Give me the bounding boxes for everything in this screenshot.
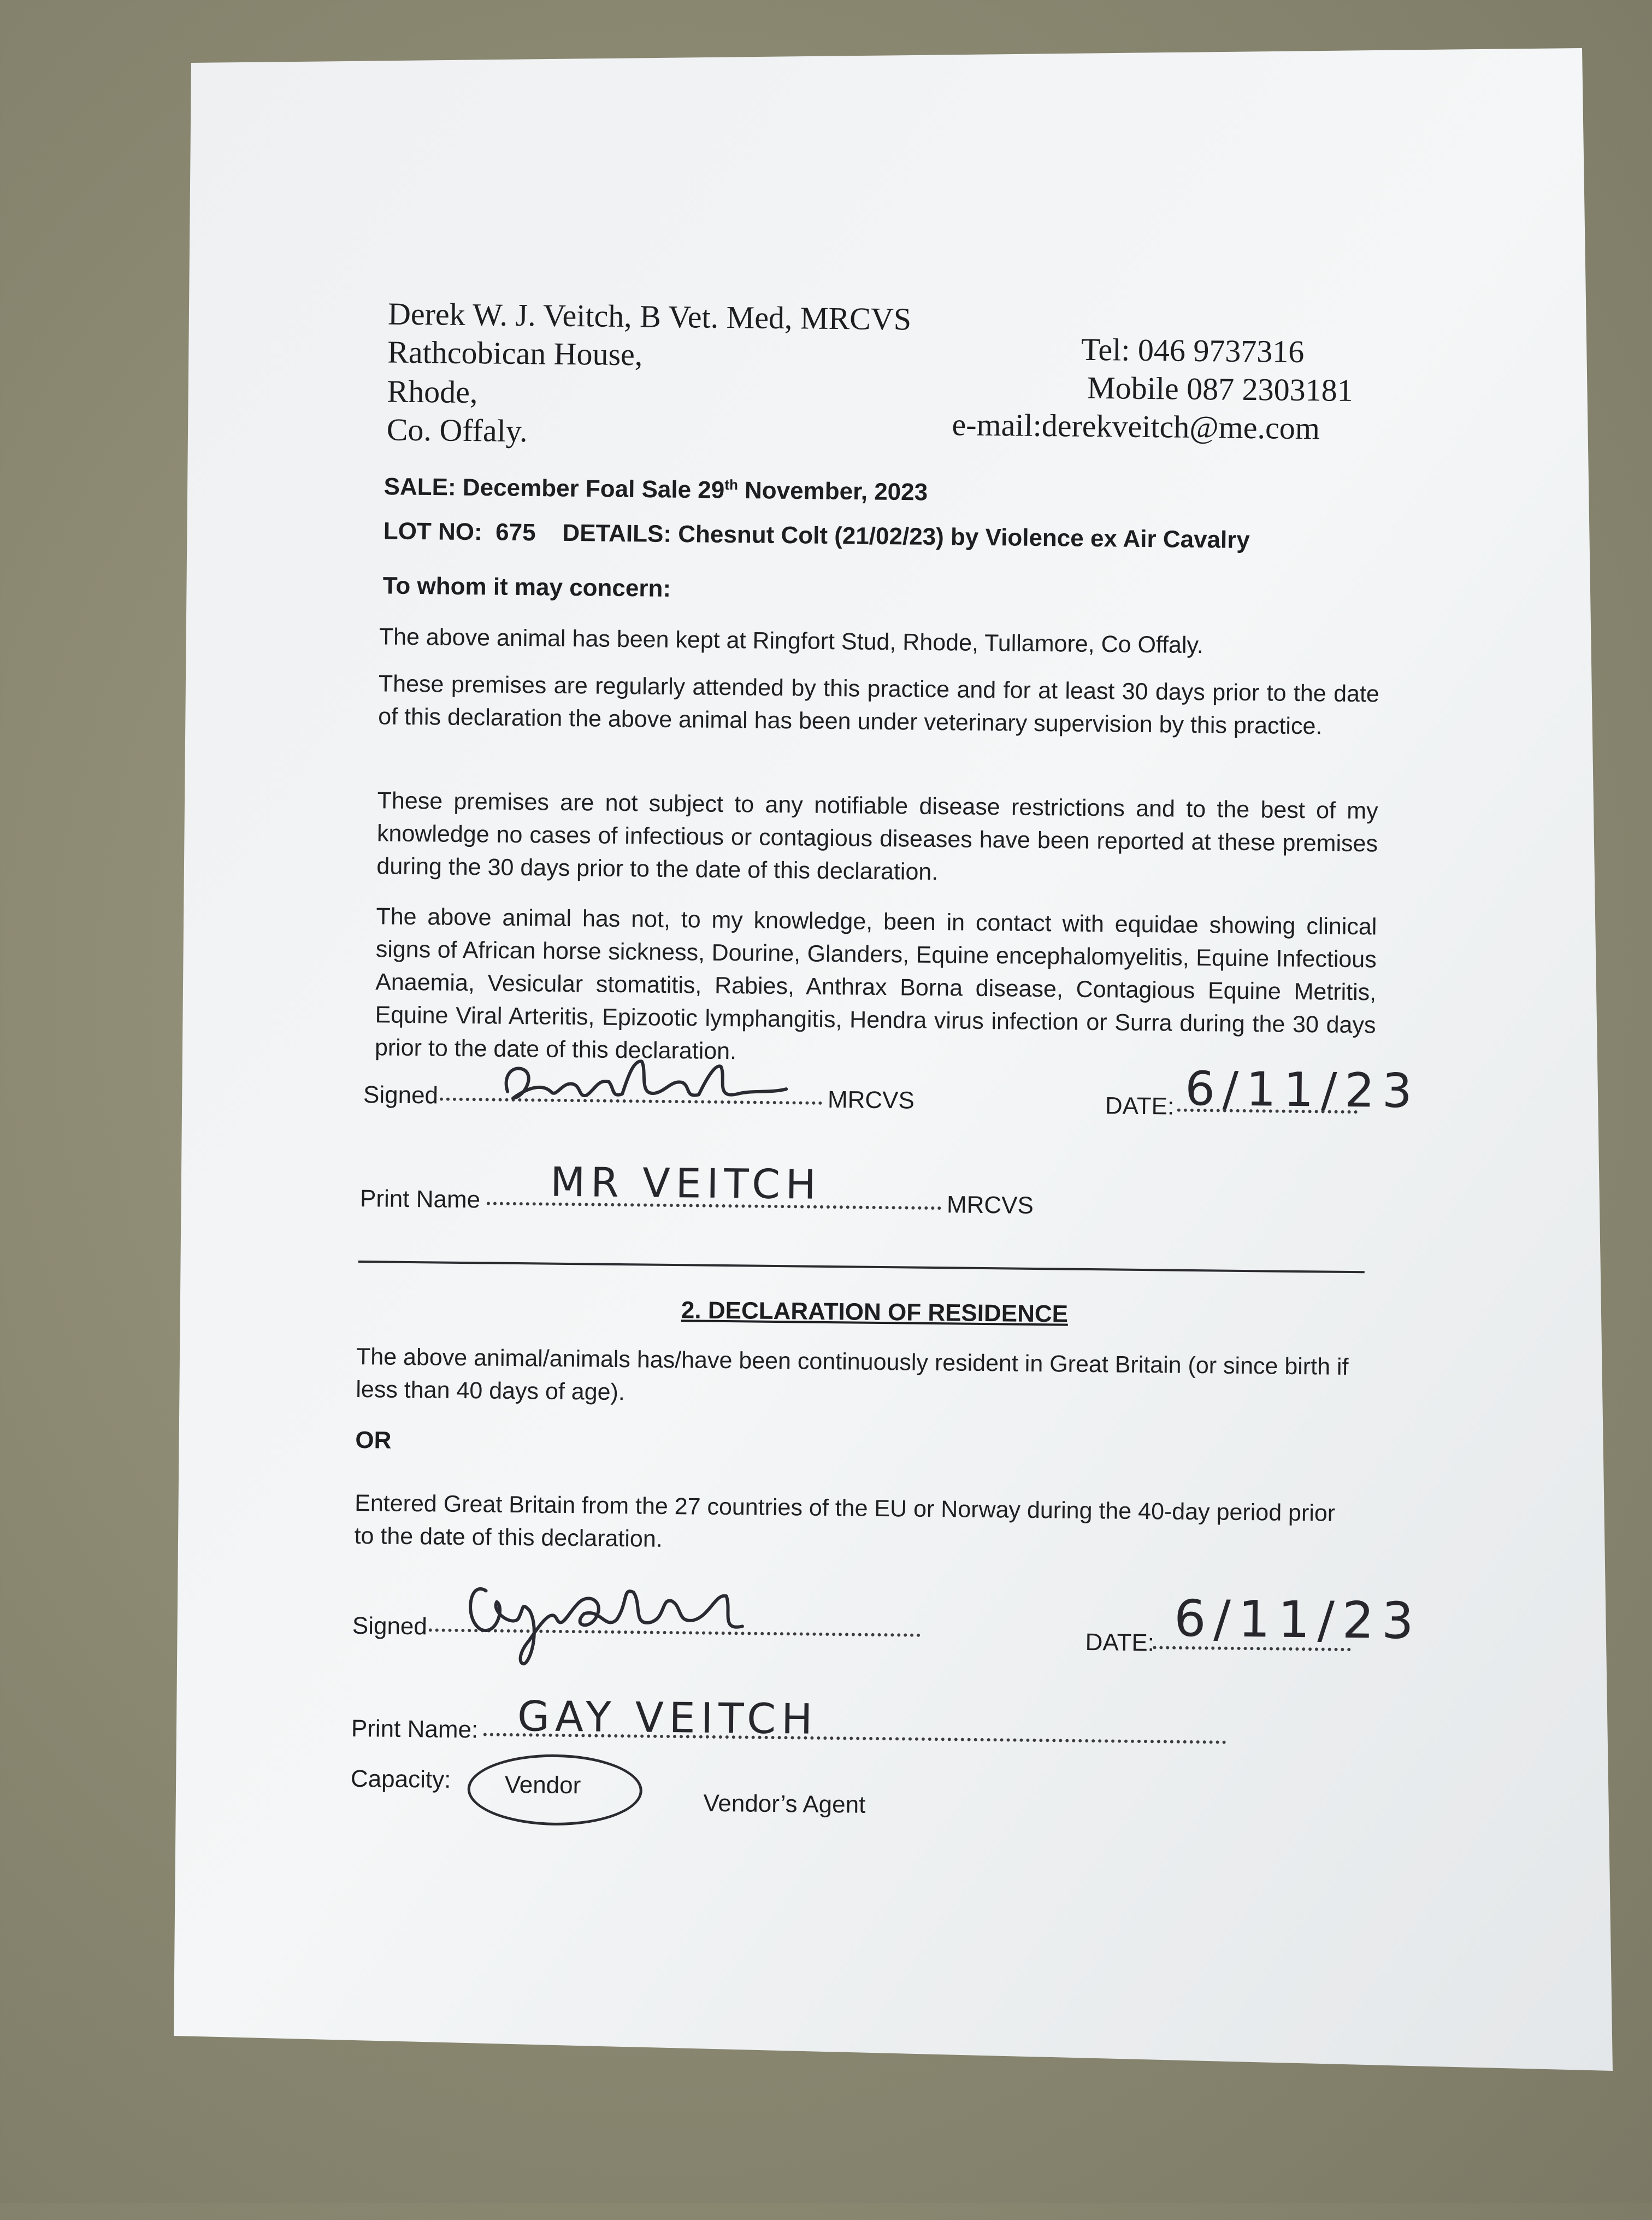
- vendor-date-label: DATE:: [1085, 1628, 1155, 1657]
- sale-superscript: th: [724, 476, 739, 493]
- paragraph-kept-at: The above animal has been kept at Ringfort Stud, Rhode, Tullamore, Co Offaly.: [379, 623, 1204, 659]
- vendor-print-label: Print Name:: [351, 1715, 479, 1744]
- letterhead-address-1: Rathcobican House,: [387, 334, 643, 373]
- letterhead-email: e-mail:derekveitch@me.com: [952, 407, 1320, 446]
- vendor-signature: [452, 1569, 759, 1676]
- letterhead-mobile: Mobile 087 2303181: [1087, 369, 1353, 408]
- vet-date-label: DATE:: [1105, 1092, 1175, 1120]
- vet-signature: [491, 1053, 798, 1117]
- letterhead-tel: Tel: 046 9737316: [1081, 331, 1305, 370]
- residence-paragraph-1: The above animal/animals has/have been continuously resident in Great Britain (or since birth if less than 40 days of age).: [356, 1343, 1349, 1406]
- capacity-option-agent: Vendor’s Agent: [703, 1789, 866, 1818]
- vendor-signed-label: Signed: [352, 1612, 428, 1640]
- vet-signed-suffix: MRCVS: [827, 1086, 915, 1114]
- salutation: To whom it may concern:: [382, 572, 671, 602]
- vet-print-label: Print Name: [359, 1185, 481, 1214]
- section-divider: [358, 1261, 1365, 1273]
- capacity-option-vendor: Vendor: [504, 1771, 581, 1799]
- residence-heading: 2. DECLARATION OF RESIDENCE: [681, 1297, 1069, 1328]
- lot-line: LOT NO: 675 DETAILS: Chesnut Colt (21/02/23) by Violence ex Air Cavalry: [383, 517, 1250, 554]
- letterhead-address-2: Rhode,: [387, 373, 478, 410]
- vendor-print-handwritten: GAY VEITCH: [517, 1692, 818, 1744]
- letterhead-address-3: Co. Offaly.: [386, 411, 528, 449]
- sale-line: [384, 473, 928, 506]
- sale-rest: November, 2023: [738, 476, 928, 506]
- sale-label: SALE: December Foal Sale 29: [384, 473, 725, 504]
- paragraph-supervision: These premises are regularly attended by this practice and for at least 30 days prior to the date of this declaration the above animal has been under veterinary supervision by this practice.: [378, 670, 1380, 740]
- paragraph-no-restrictions: These premises are not subject to any notifiable disease restrictions and to the best of my knowledge no cases of infectious or contagious diseases have been reported at these premises during the 30 days prior to the date of this declaration.: [376, 787, 1378, 886]
- vet-print-handwritten: MR VEITCH: [550, 1158, 822, 1209]
- letterhead-name: Derek W. J. Veitch, B Vet. Med, MRCVS: [387, 296, 912, 337]
- vet-signed-label: Signed: [363, 1081, 439, 1109]
- vendor-date-handwritten: 6/11/23: [1173, 1589, 1422, 1651]
- residence-or: OR: [355, 1426, 392, 1454]
- capacity-label: Capacity:: [350, 1765, 451, 1793]
- vet-date-handwritten: 6/11/23: [1184, 1061, 1420, 1119]
- paragraph-no-contact: The above animal has not, to my knowledge, been in contact with equidae showing clinical signs of African horse sickness, Dourine, Glanders, Equine encephalomyelitis, Equine Infectious Anaemia, Vesicular stomatitis, Rabies, Anthrax Borna disease, Contagious Equine Metritis, Equine Viral Arteritis, Epizootic lymphangitis, Hendra virus infection or Surra during the 30 days prior to the date of this declaration.: [374, 903, 1377, 1065]
- residence-paragraph-2: Entered Great Britain from the 27 countries of the EU or Norway during the 40-day period prior to the date of this declaration.: [354, 1489, 1336, 1552]
- vet-print-suffix: MRCVS: [946, 1191, 1034, 1219]
